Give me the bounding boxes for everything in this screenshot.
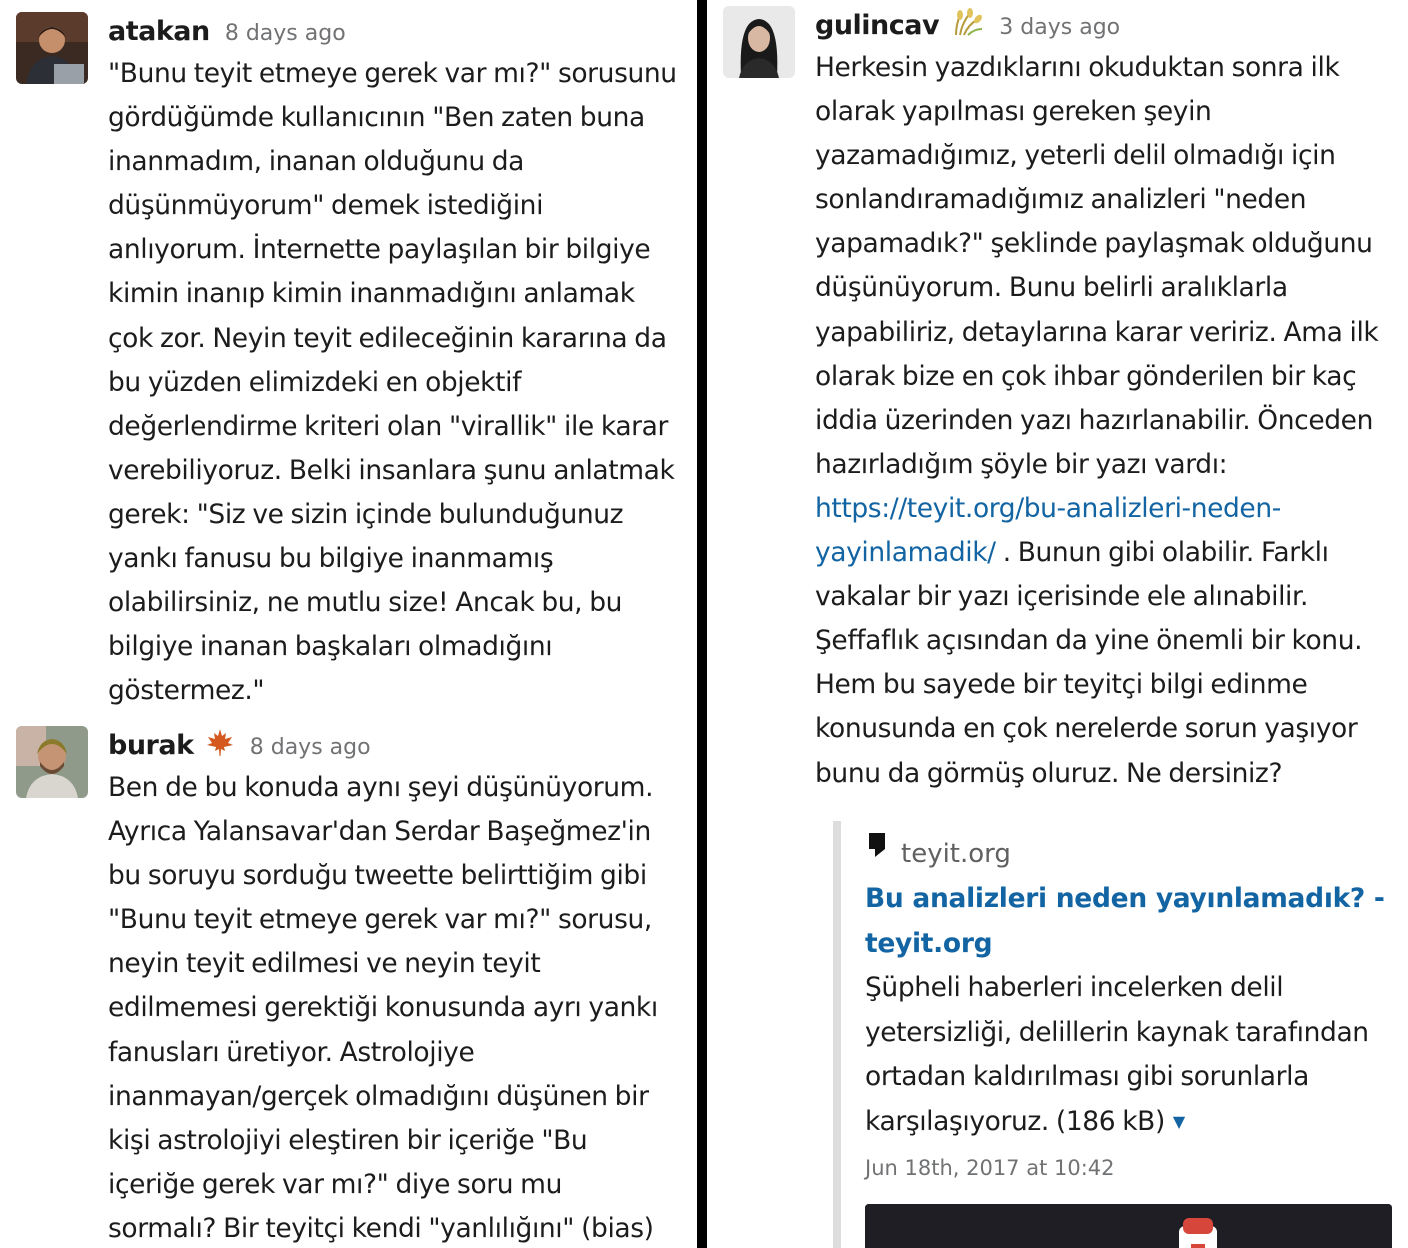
panel-divider (697, 0, 707, 1248)
avatar-burak-image (16, 726, 88, 798)
preview-description (865, 966, 1401, 1144)
left-panel (0, 0, 697, 1248)
preview-image[interactable] (865, 1204, 1392, 1248)
message-timestamp[interactable]: 3 days ago (999, 15, 1121, 40)
message-text: Ben de bu konuda aynı şeyi düşünüyorum. Ayrıca Yalansavar'dan Serdar Başeğmez'in bu soruyu sorduğu tweette belirttiğim gibi "Bunu teyit etmeye gerek var mı?" sorusu, neyin teyit edilmesi ve neyin teyit edilmemesi gerektiği konusunda ayrı yankı fanusları üretiyor. Astrolojiye inanmayan/gerçek olmadığını düşünen bir kişi astrolojiyi eleştiren bir içeriğe "Bu içeriğe gerek var mı?" diye soru mu sormalı? Bir teyitçi kendi "yanlılığını" (bias) (108, 772, 658, 1244)
message-text: "Bunu teyit etmeye gerek var mı?" sorusunu gördüğümde kullanıcının "Ben zaten buna inanmadım, inanan olduğunu da düşünmüyorum" demek istediğini anlıyorum. İnternette paylaşılan bir bilgiye kimin inanıp kimin inanmadığını anlamak çok zor. Neyin teyit edileceğinin kararına da bu yüzden elimizdeki en objektif değerlendirme kriteri olan "virallik" ile karar verebiliyoruz. Belki insanlara şunu anlatmak gerek: "Siz ve sizin içinde bulunduğunuz yankı fanusu bu bilgiye inanmamış olabilirsiniz, ne mutlu size! Ancak bu, bu bilgiye inanan başkaları olmadığını göstermez." (108, 58, 677, 707)
message-gulincav (723, 6, 1402, 1248)
message-atakan (16, 12, 691, 712)
preview-description-text: Şüpheli haberleri incelerken delil yetersizliği, delillerin kaynak tarafından ortadan kaldırılması gibi sorunlarla karşılaşıyoruz. (186 kB) (865, 972, 1369, 1137)
message-timestamp[interactable]: 8 days ago (249, 735, 371, 760)
link-preview (833, 821, 1401, 1248)
message-link[interactable]: https://teyit.org/bu-analizleri-neden- yayinlamadik/ (815, 492, 1281, 569)
avatar-gulincav-image (723, 6, 795, 78)
author-name[interactable]: gulincav (815, 10, 940, 41)
preview-date: Jun 18th, 2017 at 10:42 (865, 1156, 1115, 1181)
preview-site-name[interactable]: teyit.org (901, 839, 1011, 869)
author-name[interactable]: atakan (108, 16, 210, 47)
avatar-burak[interactable] (16, 726, 88, 798)
message-text-part: Herkesin yazdıklarını okuduktan sonra ilk olarak yapılması gereken şeyin yazamadığımız, yeterli delil olmadığı için sonlandıramadığımız analizleri "neden yapamadık?" şeklinde paylaşmak olduğunu düşünüyorum. Bunu belirli aralıklarla yapabiliriz, detaylarına karar veririz. Ama ilk olarak bize en çok ihbar gönderilen bir kaç iddia üzerinden yazı hazırlanabilir. Önceden hazırladığım şöyle bir yazı vardı: (815, 52, 1379, 480)
message-text-part: . Bunun gibi olabilir. Farklı vakalar bir yazı içerisinde ele alınabilir. Şeffaflık açısından da yine önemli bir konu. Hem bu sayede bir teyitçi bilgi edinme konusunda en çok nerelerde sorun yaşıyor bunu da görmüş oluruz. Ne dersiniz? (815, 537, 1363, 789)
avatar-atakan-image (16, 12, 88, 84)
preview-title-link[interactable]: Bu analizleri neden yayınlamadık? - teyit.org (865, 883, 1385, 959)
message-timestamp[interactable]: 8 days ago (224, 21, 346, 46)
author-name[interactable]: burak (108, 730, 194, 761)
right-panel (707, 0, 1408, 1248)
avatar-gulincav[interactable] (723, 6, 795, 78)
expand-caret-icon[interactable]: ▼ (1172, 1111, 1185, 1131)
site-favicon-icon (865, 831, 887, 877)
message-text (815, 46, 1402, 796)
message-burak (16, 726, 691, 1248)
avatar-atakan[interactable] (16, 12, 88, 84)
